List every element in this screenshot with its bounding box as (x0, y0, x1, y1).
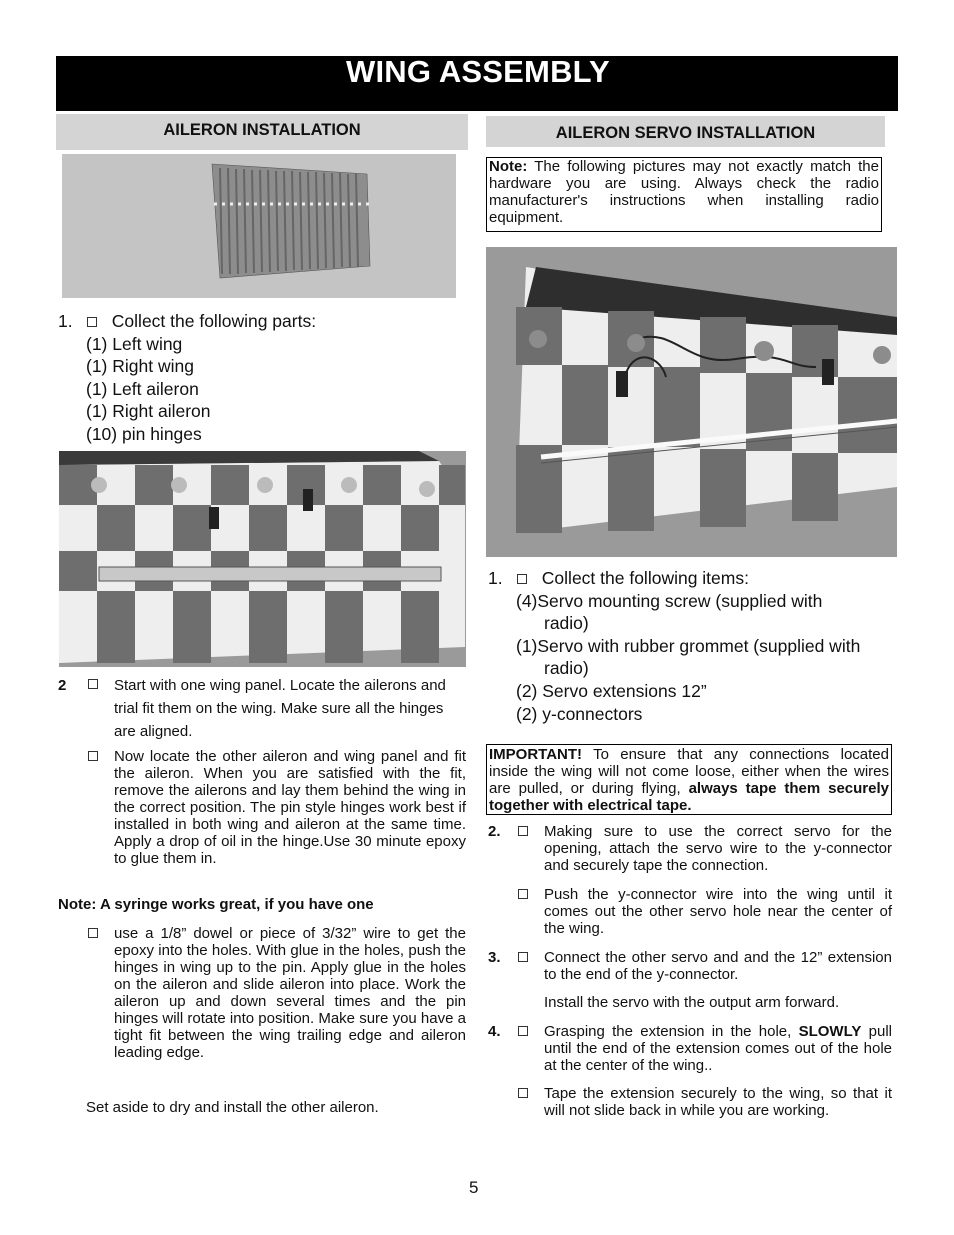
section-title-aileron-installation: AILERON INSTALLATION (56, 114, 468, 150)
right-step-2 (488, 823, 892, 874)
step-number: 2. (488, 823, 501, 840)
checkbox[interactable] (88, 928, 98, 938)
hinges-illustration (62, 154, 456, 298)
step-lead: Collect the following items: (541, 568, 749, 588)
parts-item: (10) pin hinges (86, 423, 202, 444)
items-line: (4)Servo mounting screw (supplied with (516, 590, 823, 611)
checkbox[interactable] (517, 574, 527, 584)
important-label: IMPORTANT! (489, 746, 583, 763)
right-step-4b (488, 1085, 892, 1119)
step-text: use a 1/8” dowel or piece of 3/32” wire to get the epoxy into the holes. With glue in the holes, push the hinges in wing up to the pin. Apply glue in the holes on the aileron and slide aileron into place. Work the aileron up and down several times and the pin hinges will rotate into position. Make sure you have a tight fit between the wing trailing edge and aileron leading edge. (114, 925, 466, 1061)
checkbox[interactable] (518, 1088, 528, 1098)
step-text: Push the y-connector wire into the wing until it comes out the other servo hole near the center of the wing. (544, 886, 892, 937)
title-banner (56, 56, 898, 111)
step-text: Connect the other servo and and the 12” extension to the end of the y-connector. (544, 949, 892, 983)
items-line: (2) y-connectors (516, 703, 643, 724)
hinges-photo (62, 154, 456, 298)
important-text: To ensure that any connections located inside the wing will not come loose, either when the wires are pulled, or during flying, (489, 746, 889, 797)
items-line: (2) Servo extensions 12” (516, 680, 707, 701)
step-text: Tape the extension securely to the wing, so that it will not slide back in while you are working. (544, 1085, 892, 1119)
right-step-2b (488, 886, 892, 937)
step-text: Grasping the extension in the hole, SLOWLY pull until the end of the extension comes out of the hole at the center of the wing.. (544, 1023, 892, 1074)
syringe-note: Note: A syringe works great, if you have one (58, 896, 374, 913)
items-line: radio) (544, 658, 589, 679)
right-step-4 (488, 1023, 892, 1074)
servo-orientation-text: Install the servo with the output arm forward. (544, 994, 840, 1011)
left-step-dowel (58, 925, 466, 1061)
right-step-1 (488, 567, 888, 725)
step-text: Start with one wing panel. Locate the ailerons and trial fit them on the wing. Make sure all the hinges are aligned. (114, 677, 446, 740)
set-aside-text: Set aside to dry and install the other aileron. (86, 1099, 379, 1116)
wing-illustration (59, 451, 466, 667)
wing-photo-left (59, 451, 466, 667)
page-title: WING ASSEMBLY (346, 54, 610, 89)
radio-note-box (486, 157, 882, 232)
section-title-servo-installation: AILERON SERVO INSTALLATION (486, 116, 885, 147)
checkbox[interactable] (518, 889, 528, 899)
checkbox[interactable] (87, 317, 97, 327)
items-line: (1)Servo with rubber grommet (supplied with (516, 635, 861, 656)
note-text: The following pictures may not exactly match the hardware you are using. Always check the radio manufacturer's instructions when installing radio equipment. (489, 158, 879, 226)
checkbox[interactable] (518, 1026, 528, 1036)
servo-wing-illustration (486, 247, 897, 557)
step-number: 3. (488, 949, 501, 966)
important-bold: always tape them securely together with electrical tape. (489, 780, 889, 814)
right-step-3 (488, 949, 892, 983)
step-number: 2 (58, 677, 67, 694)
step-text: Now locate the other aileron and wing panel and fit the aileron. When you are satisfied with the fit, remove the ailerons and lay them behind the wing in the correct position. The pin style hinges work best if installed in both wing and aileron at the same time. Apply a drop of oil in the hinge.Use 30 minute epoxy to glue them in. (114, 748, 466, 867)
step-number: 1. (58, 311, 73, 331)
left-step-2 (58, 674, 466, 743)
step-number: 4. (488, 1023, 501, 1040)
parts-item: (1) Right wing (86, 356, 194, 377)
left-step-2b (58, 748, 466, 867)
items-line: radio) (544, 613, 589, 634)
important-box (486, 744, 892, 815)
step-lead: Collect the following parts: (111, 311, 317, 331)
parts-item: (1) Left wing (86, 333, 183, 354)
parts-item: (1) Left aileron (86, 378, 199, 399)
page-number: 5 (469, 1178, 479, 1197)
left-step-1 (58, 310, 458, 446)
step-text: Making sure to use the correct servo for the opening, attach the servo wire to the y-connector and securely tape the connection. (544, 823, 892, 874)
checkbox[interactable] (88, 679, 98, 689)
parts-item: (1) Right aileron (86, 401, 211, 422)
checkbox[interactable] (88, 751, 98, 761)
step-number: 1. (488, 568, 503, 588)
checkbox[interactable] (518, 952, 528, 962)
wing-photo-right (486, 247, 897, 557)
note-label: Note: (489, 158, 528, 175)
checkbox[interactable] (518, 826, 528, 836)
